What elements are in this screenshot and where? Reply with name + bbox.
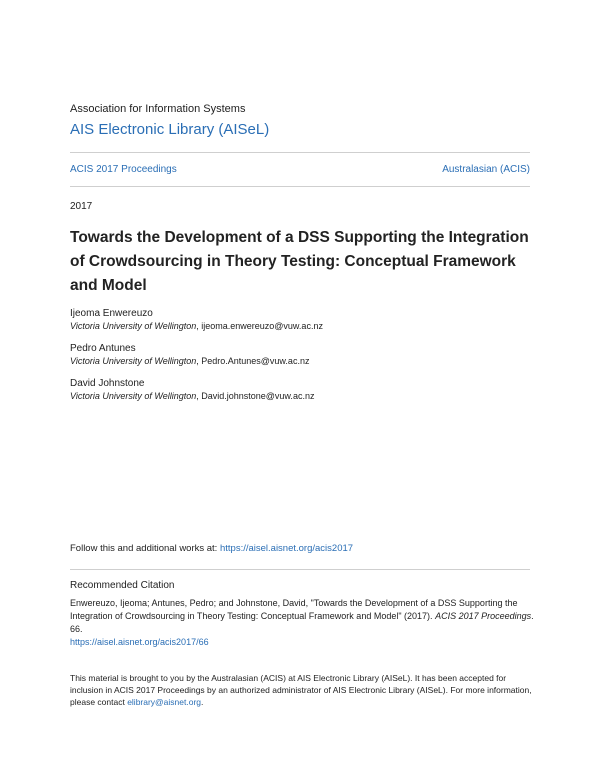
- author-name: David Johnstone: [70, 378, 145, 389]
- follow-url-link[interactable]: https://aisel.aisnet.org/acis2017: [219, 543, 354, 554]
- footer-text: This material is brought to you by the Australasian (ACIS) at AIS Electronic Library (AISeL). It has been accepted for inclusion in ACIS 2017 Proceedings by an authorized administrator of AIS Electronic Library (AISeL). For more information, please contact: [70, 673, 532, 707]
- follow-text: Follow this and additional works at:: [70, 543, 220, 554]
- citation-heading: Recommended Citation: [70, 580, 175, 591]
- author-affiliation-line: Victoria University of Wellington, Pedro.Antunes@vuw.ac.nz: [70, 356, 310, 366]
- author-affiliation: Victoria University of Wellington: [70, 356, 197, 366]
- divider-citation: [70, 569, 530, 570]
- contact-email-link[interactable]: elibrary@aisnet.org: [127, 697, 202, 707]
- library-link[interactable]: AIS Electronic Library (AISeL): [70, 121, 270, 138]
- author-email: ijeoma.enwereuzo@vuw.ac.nz: [201, 321, 323, 331]
- divider-breadcrumb: [70, 186, 530, 187]
- citation-venue: ACIS 2017 Proceedings: [435, 611, 532, 621]
- author-affiliation-line: Victoria University of Wellington, ijeoma.enwereuzo@vuw.ac.nz: [70, 321, 323, 331]
- citation-url-link[interactable]: https://aisel.aisnet.org/acis2017/66: [70, 637, 209, 647]
- follow-line: [70, 543, 353, 554]
- author-name: Ijeoma Enwereuzo: [70, 308, 153, 319]
- breadcrumb-proceedings-link[interactable]: ACIS 2017 Proceedings: [70, 164, 177, 175]
- author-email: Pedro.Antunes@vuw.ac.nz: [201, 356, 310, 366]
- citation-number: . 66.: [70, 611, 534, 634]
- author-affiliation-line: Victoria University of Wellington, David.johnstone@vuw.ac.nz: [70, 391, 315, 401]
- author-block-1: [70, 308, 323, 331]
- citation-body: [70, 597, 535, 649]
- author-email: David.johnstone@vuw.ac.nz: [201, 391, 315, 401]
- author-affiliation: Victoria University of Wellington: [70, 391, 197, 401]
- footer-end: .: [201, 697, 204, 707]
- divider-top: [70, 152, 530, 153]
- citation-text: Enwereuzo, Ijeoma; Antunes, Pedro; and Johnstone, David, "Towards the Development of a DSS Supporting the Integration of Crowdsourcing in Theory Testing: Conceptual Framework and Model" (2017).: [70, 598, 518, 621]
- author-name: Pedro Antunes: [70, 343, 136, 354]
- author-affiliation: Victoria University of Wellington: [70, 321, 197, 331]
- author-block-3: [70, 378, 314, 401]
- organization-name: Association for Information Systems: [70, 103, 246, 115]
- breadcrumb-collection-link[interactable]: Australasian (ACIS): [442, 164, 530, 175]
- author-block-2: [70, 343, 309, 366]
- publication-year: 2017: [70, 201, 93, 212]
- paper-title: Towards the Development of a DSS Supporting the Integration of Crowdsourcing in Theory Testing: Conceptual Framework and Model: [70, 229, 529, 294]
- footer-notice: [70, 672, 540, 708]
